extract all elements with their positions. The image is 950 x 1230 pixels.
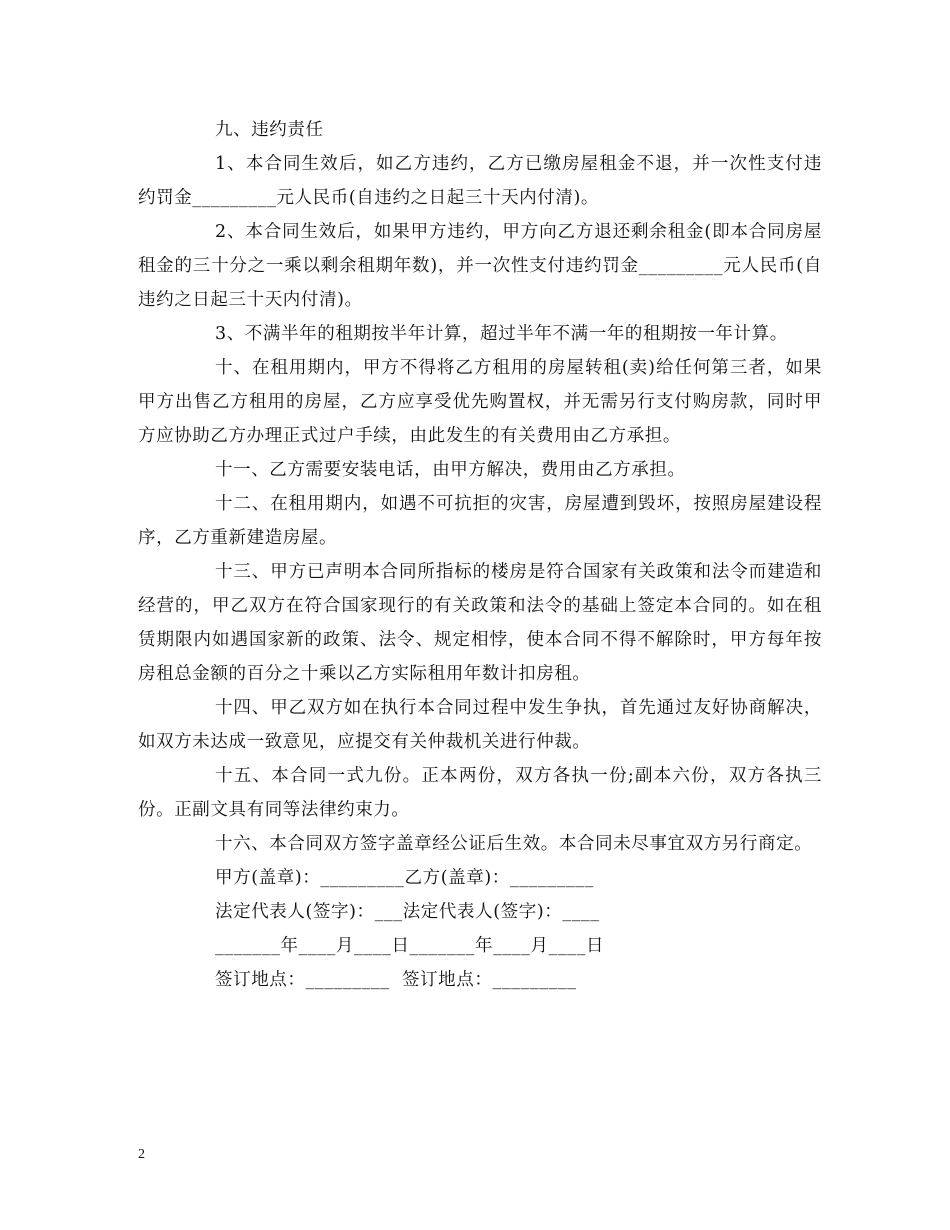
signature-place-line: 签订地点：_________ 签订地点：_________	[215, 970, 577, 990]
clause-breach-1: 1、本合同生效后，如乙方违约，乙方已缴房屋租金不退，并一次性支付违约罚金_________元人民币(自违约之日起三十天内付清)。	[138, 154, 822, 208]
clause-16: 十六、本合同双方签字盖章经公证后生效。本合同未尽事宜双方另行商定。	[215, 834, 813, 854]
clause-12: 十二、在租用期内，如遇不可抗拒的灾害，房屋遭到毁坏，按照房屋建设程序，乙方重新建造房屋。	[138, 494, 822, 548]
signature-representative-line: 法定代表人(签字)：___法定代表人(签字)：____	[215, 902, 600, 922]
signature-date-line: _______年____月____日_______年____月____日	[215, 936, 605, 956]
section-heading-breach: 九、违约责任	[215, 120, 324, 140]
clause-13: 十三、甲方已声明本合同所指标的楼房是符合国家有关政策和法令而建造和经营的，甲乙双方在符合国家现行的有关政策和法令的基础上签定本合同的。如在租赁期限内如遇国家新的政策、法令、规定相悖，使本合同不得不解除时，甲方每年按房租总金额的百分之十乘以乙方实际租用年数计扣房租。	[138, 562, 822, 684]
clause-breach-2: 2、本合同生效后，如果甲方违约，甲方向乙方退还剩余租金(即本合同房屋租金的三十分之一乘以剩余租期年数)，并一次性支付违约罚金_________元人民币(自违约之日起三十天内付清)。	[138, 222, 822, 310]
clause-14: 十四、甲乙双方如在执行本合同过程中发生争执，首先通过友好协商解决，如双方未达成一致意见，应提交有关仲裁机关进行仲裁。	[138, 698, 822, 752]
clause-11: 十一、乙方需要安装电话，由甲方解决，费用由乙方承担。	[215, 460, 686, 480]
clause-15: 十五、本合同一式九份。正本两份，双方各执一份;副本六份，双方各执三份。正副文具有同等法律约束力。	[138, 766, 822, 820]
clause-breach-3: 3、不满半年的租期按半年计算，超过半年不满一年的租期按一年计算。	[215, 324, 788, 344]
signature-seal-line: 甲方(盖章)：_________乙方(盖章)：_________	[215, 868, 595, 888]
clause-10: 十、在租用期内，甲方不得将乙方租用的房屋转租(卖)给任何第三者，如果甲方出售乙方租用的房屋，乙方应享受优先购置权，并无需另行支付购房款，同时甲方应协助乙方办理正式过户手续，由此发生的有关费用由乙方承担。	[138, 358, 822, 446]
contract-body	[138, 113, 822, 997]
page-number: 2	[138, 1147, 145, 1162]
